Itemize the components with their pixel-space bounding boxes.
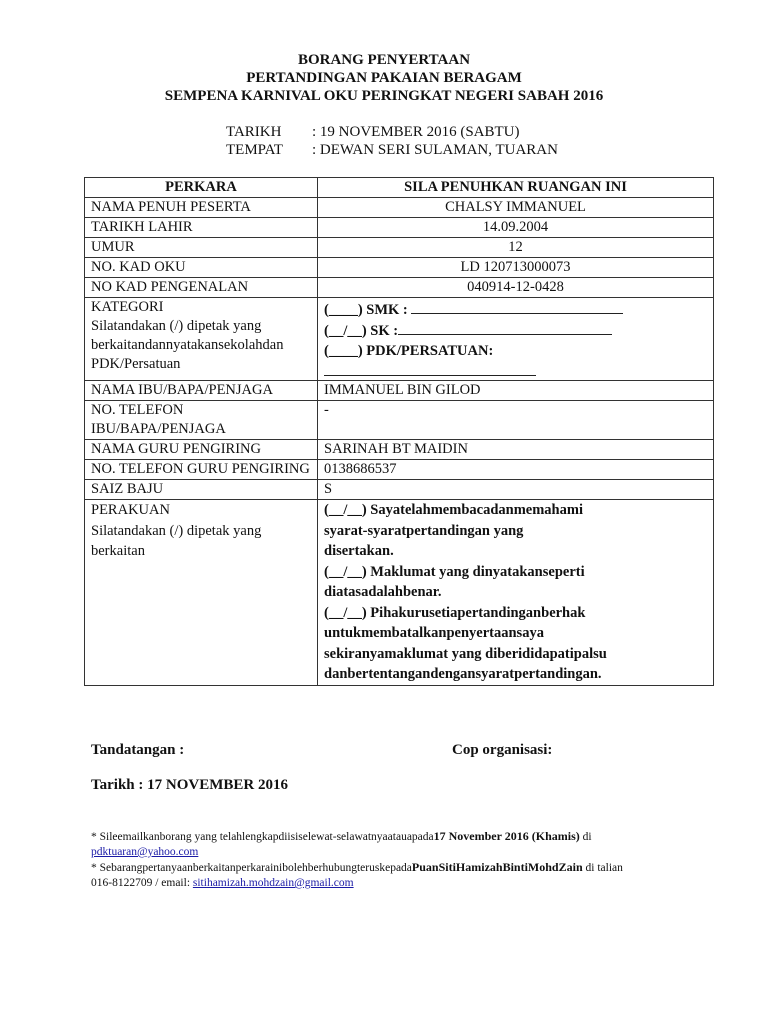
table-row bbox=[85, 480, 714, 500]
table-row bbox=[85, 401, 714, 440]
perakuan-note: Silatandakan (/) dipetak yang berkaitan bbox=[91, 522, 262, 559]
row-label-saiz: SAIZ BAJU bbox=[85, 480, 318, 500]
field-tarikh-lahir[interactable]: 14.09.2004 bbox=[318, 218, 714, 238]
option-smk[interactable]: (____) SMK : bbox=[324, 299, 707, 320]
table-row bbox=[85, 238, 714, 258]
col-header-fill: SILA PENUHKAN RUANGAN INI bbox=[318, 178, 714, 198]
option-pdk[interactable]: (____) PDK/PERSATUAN: bbox=[324, 343, 494, 359]
org-stamp-label[interactable]: Cop organisasi: bbox=[452, 742, 553, 758]
field-tel-ibu[interactable]: - bbox=[318, 401, 714, 440]
table-row bbox=[85, 258, 714, 278]
col-header-perkara: PERKARA bbox=[85, 178, 318, 198]
perakuan-line: untukmembatalkanpenyertaansaya bbox=[324, 625, 544, 641]
row-label-kategori bbox=[85, 298, 318, 381]
perakuan-line: sekiranyamaklumat yang diberididapatipalsu bbox=[324, 645, 607, 662]
pdk-blank-line[interactable] bbox=[324, 361, 536, 376]
perakuan-line[interactable]: (__/__) Sayatelahmembacadanmemahami bbox=[324, 502, 583, 518]
event-venue-value: : DEWAN SERI SULAMAN, TUARAN bbox=[312, 142, 558, 158]
kategori-label: KATEGORI bbox=[91, 299, 164, 315]
table-row bbox=[85, 460, 714, 480]
form-title: BORANG PENYERTAAN bbox=[297, 52, 471, 68]
form-subtitle: PERTANDINGAN PAKAIAN BERAGAM bbox=[246, 70, 522, 86]
deadline-date: 17 November 2016 (Khamis) bbox=[433, 829, 580, 843]
field-umur[interactable]: 12 bbox=[318, 238, 714, 258]
field-perakuan bbox=[318, 500, 714, 686]
signature-date: Tarikh : 17 NOVEMBER 2016 bbox=[91, 777, 288, 793]
row-label-tel-ibu: NO. TELEFON IBU/BAPA/PENJAGA bbox=[85, 401, 318, 440]
event-venue bbox=[226, 142, 558, 159]
sk-blank-line[interactable] bbox=[398, 320, 612, 335]
perakuan-line: syarat-syaratpertandingan yang bbox=[324, 522, 524, 539]
row-label-ic: NO KAD PENGENALAN bbox=[85, 278, 318, 298]
field-kad-oku[interactable]: LD 120713000073 bbox=[318, 258, 714, 278]
event-date-label: TARIKH bbox=[226, 124, 282, 140]
email-link-contact[interactable]: sitihamizah.mohdzain@gmail.com bbox=[192, 877, 354, 889]
footnote-submission: * Sileemailkanborang yang telahlengkapdiisiselewat-selawatnyaatauapada17 November 2016 (Khamis) di pdktuaran@yahoo.com bbox=[91, 829, 592, 858]
form-event-title: SEMPENA KARNIVAL OKU PERINGKAT NEGERI SABAH 2016 bbox=[164, 88, 604, 104]
table-row bbox=[85, 381, 714, 401]
row-label-oku: NO. KAD OKU bbox=[85, 258, 318, 278]
table-row bbox=[85, 218, 714, 238]
table-row bbox=[85, 278, 714, 298]
perakuan-line: diatasadalahbenar. bbox=[324, 584, 442, 600]
option-sk[interactable]: (__/__) SK : bbox=[324, 320, 707, 341]
row-label-perakuan bbox=[85, 500, 318, 686]
table-row bbox=[85, 198, 714, 218]
event-date-value: : 19 NOVEMBER 2016 (SABTU) bbox=[312, 124, 520, 140]
field-nama[interactable]: CHALSY IMMANUEL bbox=[318, 198, 714, 218]
perakuan-line[interactable]: (__/__) Maklumat yang dinyatakanseperti bbox=[324, 563, 585, 580]
contact-person: PuanSitiHamizahBintiMohdZain bbox=[411, 860, 583, 874]
row-label-nama: NAMA PENUH PESERTA bbox=[85, 198, 318, 218]
table-row bbox=[85, 298, 714, 381]
field-nama-ibu[interactable]: IMMANUEL BIN GILOD bbox=[318, 381, 714, 401]
perakuan-line: disertakan. bbox=[324, 543, 394, 559]
row-label-umur: UMUR bbox=[85, 238, 318, 258]
row-label-lahir: TARIKH LAHIR bbox=[85, 218, 318, 238]
email-link-pdktuaran[interactable]: pdktuaran@yahoo.com bbox=[91, 846, 199, 858]
field-nama-guru[interactable]: SARINAH BT MAIDIN bbox=[318, 440, 714, 460]
signature-label[interactable]: Tandatangan : bbox=[91, 742, 185, 758]
field-tel-guru[interactable]: 0138686537 bbox=[318, 460, 714, 480]
kategori-note: Silatandakan (/) dipetak yang berkaitandannyatakansekolahdan PDK/Persatuan bbox=[91, 318, 284, 372]
perakuan-line[interactable]: (__/__) Pihakurusetiapertandinganberhak bbox=[324, 604, 586, 621]
field-kad-pengenalan[interactable]: 040914-12-0428 bbox=[318, 278, 714, 298]
footnote-contact: * SebarangpertanyaanberkaitanperkarainibolehberhubungteruskepadaPuanSitiHamizahBintiMohdZain di talian 016-8122709 / email: sitihamizah.mohdzain@gmail.com bbox=[91, 860, 623, 889]
field-kategori bbox=[318, 298, 714, 381]
perakuan-line: danbertentangandengansyaratpertandingan. bbox=[324, 666, 602, 682]
row-label-tel-guru: NO. TELEFON GURU PENGIRING bbox=[85, 460, 318, 480]
row-label-ibu: NAMA IBU/BAPA/PENJAGA bbox=[85, 381, 318, 401]
event-venue-label: TEMPAT bbox=[226, 142, 283, 158]
entry-form-table bbox=[84, 177, 714, 686]
perakuan-label: PERAKUAN bbox=[91, 502, 170, 518]
smk-blank-line[interactable] bbox=[411, 299, 623, 314]
field-saiz-baju[interactable]: S bbox=[318, 480, 714, 500]
table-row bbox=[85, 500, 714, 686]
event-date bbox=[226, 124, 520, 141]
row-label-guru: NAMA GURU PENGIRING bbox=[85, 440, 318, 460]
table-row bbox=[85, 440, 714, 460]
table-header-row bbox=[85, 178, 714, 198]
contact-phone: 016-8122709 / email: bbox=[91, 877, 193, 889]
